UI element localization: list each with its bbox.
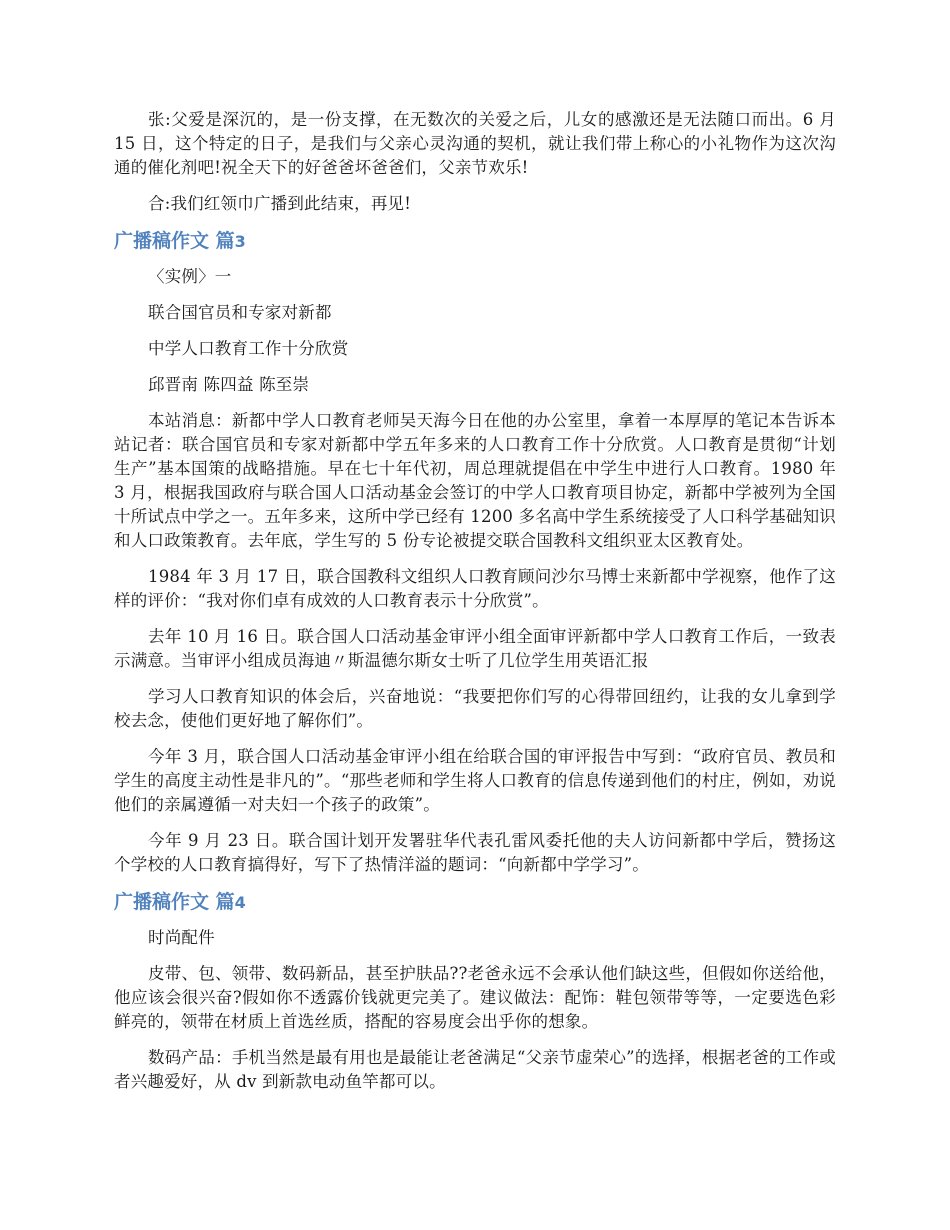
heading-number: 3 [234, 232, 246, 251]
paragraph: 〈实例〉一 [148, 267, 232, 286]
paragraph: 今年 9 月 23 日。联合国计划开发署驻华代表孔雷风委托他的夫人访问新都中学后，赞扬这个学校的人口教育搞得好，写下了热情洋溢的题词：“向新都中学学习”。 [114, 831, 836, 874]
paragraph: 联合国官员和专家对新都 [148, 303, 332, 322]
paragraph: 本站消息：新都中学人口教育老师吴天海今日在他的办公室里，拿着一本厚厚的笔记本告诉本站记者：联合国官员和专家对新都中学五年多来的人口教育工作十分欣赏。人口教育是贯彻“计划生产”基本国策的战略措施。早在七十年代初，周总理就提倡在中学生中进行人口教育。1980 年 3 月，根据我国政府与联合国人口活动基金会签订的中学人口教育项目协定，新都中学被列为全国十所试点中学之一。五年多来，这所中学已经有 1200 多名高中学生系统接受了人口科学基础知识和人口政策教育。去年底，学生写的 5 份专论被提交联合国教科文组织亚太区教育处。 [114, 411, 836, 550]
paragraph: 今年 3 月，联合国人口活动基金审评小组在给联合国的审评报告中写到：“政府官员、教员和学生的高度主动性是非凡的”。“那些老师和学生将人口教育的信息传递到他们的村庄，例如，劝说他们的亲属遵循一对夫妇一个孩子的政策”。 [114, 747, 836, 814]
paragraph: 张:父爱是深沉的，是一份支撑，在无数次的关爱之后，儿女的感激还是无法随口而出。6 月 15 日，这个特定的日子，是我们与父亲心灵沟通的契机，就让我们带上称心的小礼物作为这次沟通的催化剂吧!祝全天下的好爸爸坏爸爸们，父亲节欢乐! [114, 110, 836, 177]
paragraph: 皮带、包、领带、数码新品，甚至护肤品??老爸永远不会承认他们缺这些，但假如你送给他，他应该会很兴奋?假如你不透露价钱就更完美了。建议做法：配饰：鞋包领带等等，一定要选色彩鲜亮的，领带在材质上首选丝质，搭配的容易度会出乎你的想象。 [114, 964, 836, 1031]
heading-number: 4 [234, 893, 246, 912]
section-heading-3 [114, 228, 836, 255]
paragraph: 学习人口教育知识的体会后，兴奋地说：“我要把你们写的心得带回纽约，让我的女儿拿到学校去念，使他们更好地了解你们”。 [114, 687, 836, 730]
paragraph: 合:我们红领巾广播到此结束，再见! [148, 194, 412, 213]
paragraph: 时尚配件 [148, 928, 215, 947]
document-body [114, 108, 836, 1106]
section-heading-4 [114, 889, 836, 916]
paragraph: 数码产品：手机当然是最有用也是最能让老爸满足“父亲节虚荣心”的选择，根据老爸的工作或者兴趣爱好，从 dv 到新款电动鱼竿都可以。 [114, 1048, 836, 1091]
paragraph: 1984 年 3 月 17 日，联合国教科文组织人口教育顾问沙尔马博士来新都中学视察，他作了这样的评价：“我对你们卓有成效的人口教育表示十分欣赏”。 [114, 567, 836, 610]
heading-text: 广播稿作文 篇 [114, 230, 235, 252]
paragraph: 去年 10 月 16 日。联合国人口活动基金审评小组全面审评新都中学人口教育工作后，一致表示满意。当审评小组成员海迪〃斯温德尔斯女士听了几位学生用英语汇报 [114, 627, 836, 670]
paragraph: 邱晋南 陈四益 陈至崇 [148, 375, 310, 394]
heading-text: 广播稿作文 篇 [114, 891, 235, 913]
paragraph: 中学人口教育工作十分欣赏 [148, 339, 349, 358]
